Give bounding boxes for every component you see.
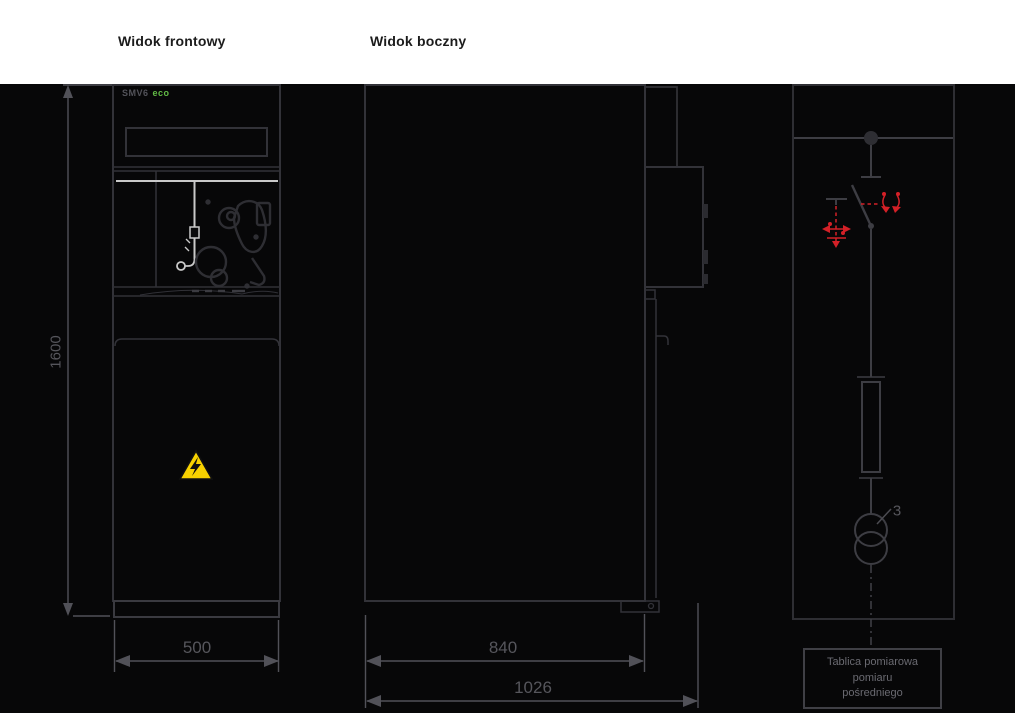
front-view-drawing <box>113 85 280 617</box>
mimic-switch-indicator <box>190 227 199 238</box>
note-line-1: Tablica pomiarowa <box>826 655 919 668</box>
side-view-drawing <box>365 85 708 612</box>
mimic-operation-port <box>177 262 185 270</box>
side-lv-compartment <box>645 167 703 287</box>
transformer-phase-count: 3 <box>892 502 902 520</box>
side-view-title: Widok boczny <box>370 33 467 49</box>
side-cabinet-outline <box>365 85 645 601</box>
side-top-rear-box <box>645 87 677 167</box>
schematic-border <box>793 85 954 619</box>
dimension-depth-840: 840 <box>488 638 518 657</box>
interlock-symbol-right <box>861 192 901 213</box>
front-nameplate-window <box>126 128 267 156</box>
warning-triangle-icon <box>180 451 212 479</box>
fuse-symbol <box>862 382 880 472</box>
front-plinth <box>114 601 279 617</box>
dimension-width-500: 500 <box>182 638 212 657</box>
dimension-total-1026: 1026 <box>514 678 552 697</box>
front-door-top-edge <box>115 339 279 346</box>
busbar-node <box>864 131 878 145</box>
switch-blade-symbol <box>852 185 871 226</box>
brand-logo <box>122 88 170 98</box>
note-line-2: pomiaru <box>852 671 893 684</box>
measurement-board-note <box>803 648 942 709</box>
earthing-interlock-symbol-left <box>822 206 851 248</box>
mechanism-sketch <box>196 201 270 288</box>
dimension-height-1600: 1600 <box>47 335 65 369</box>
front-dimensions <box>63 85 279 672</box>
note-line-3: pośredniego <box>842 687 903 700</box>
front-label-strip <box>113 287 280 296</box>
brand-logo-text: SMV6 <box>122 88 149 98</box>
front-cabinet-outline <box>113 85 280 601</box>
front-view-title: Widok frontowy <box>118 33 226 49</box>
single-line-schematic <box>793 85 954 648</box>
brand-logo-eco-text: eco <box>152 88 170 98</box>
side-lever-hook <box>656 336 668 345</box>
